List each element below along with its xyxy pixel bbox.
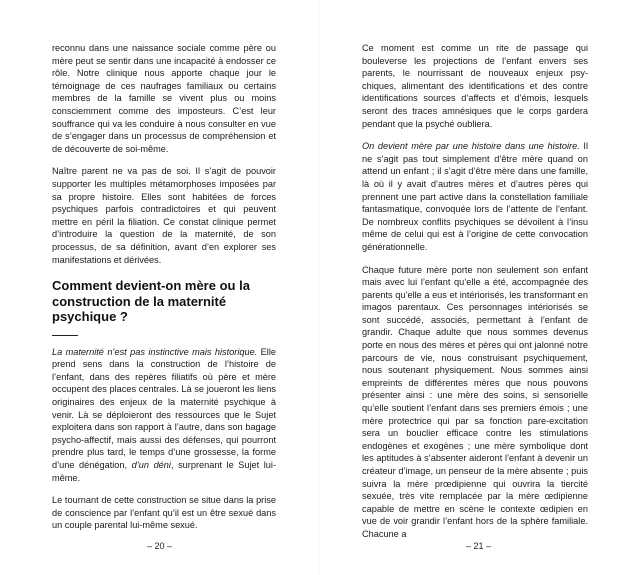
section-paragraph-2: Le tournant de cette construction se situe dans la prise de conscience par l’enfant qu’il est un être sexué dans un couple parental lui-même sexué. bbox=[52, 495, 276, 531]
paragraph-5: Chaque future mère porte non seulement son enfant mais avec lui l’enfant qu’elle a été, accompagnée des parents qu’elle a eus et intériorisés, les transformant en imagos parentaux. Ces personnages intériorisés se sont succédé, associés, permettant à l’enfant de grandir. Chaque adulte que nous sommes devenus porte en nous des mères et pères qui ont jalonné notre parcours de vie, nous construisant psychiquement, nous soutenant physiquement. Nous sommes ainsi empreints de différentes mères que nous pouvons présenter ainsi : une mère des soins, si sensorielle qu’elle soutient l’enfant dans ses premiers émois ; une mère protectrice qui par sa fonction pare-excitation sera un bouclier efficace contre les stimulations endogènes et exogènes ; une mère symbolique dont les aptitudes à s’absenter aideront l’enfant à devenir un créateur d’image, un penseur de la mère absente ; puis suivra la mère prœdipienne qui ouvrira la tiercité sexuée, très vite remplacée par la mère œdipienne capable de mettre en scène le contexte œdipien en vue de voir grandir l’enfant hors de la sphère familiale. Chacune a bbox=[362, 264, 588, 539]
inline-italic: d’un déni bbox=[131, 459, 171, 470]
left-text-column bbox=[52, 42, 276, 542]
section-paragraph-1-text-b: , surprenant le Sujet lui-même. bbox=[52, 459, 277, 483]
paragraph-1: reconnu dans une naissance sociale comme père ou mère peut se sentir dans une incapacité à endosser ce rôle. Notre clinique nous apporte chaque jour le témoignage de ces naufrages familiaux ou certains membres de la famille se vivent plus ou moins consciemment comme des imposteurs. C’est leur souffrance qui va les conduire à nous consulter en vue de s’engager dans un processus de compréhension et de découverte de soi-même. bbox=[52, 43, 276, 154]
page-number-left: – 20 – bbox=[146, 541, 173, 551]
section-paragraph-1-text-a: Elle prend sens dans la construction de l’histoire de l’enfant, dans des repères filiatifs où père et mère occupent des places centrales. Là se joueront les liens originaires des enjeux de la maternité psychique à venir. Là se déploieront des ressources que le Sujet exploitera dans son rapport à l’autre, dans son bagage psycho-affectif, mais aussi des défenses, qui pourront prendre plus tard, le temps d’une grossesse, la forme d’une dénégation, bbox=[52, 346, 277, 470]
paragraph-4 bbox=[362, 140, 588, 253]
page-number-right: – 21 – bbox=[465, 541, 492, 551]
right-page bbox=[319, 0, 638, 575]
section-paragraph-1 bbox=[52, 346, 276, 485]
section-heading: Comment devient-on mère ou la construction de la maternité psychique ? bbox=[52, 278, 250, 325]
heading-rule bbox=[52, 335, 78, 336]
paragraph-3: Ce moment est comme un rite de passage qui bouleverse les projections de l’enfant envers ses parents, le nourrissant de nouveaux enjeux psychiques, alimentant des identifications et des contre identifications sources d’affects et d’émois, lesquels seront des traces amnésiques que le corps gardera pendant que la psyché oubliera. bbox=[362, 43, 588, 129]
paragraph-4-text: Il ne s’agit pas tout simplement d’être mère quand on attend un enfant ; il s’agit d’être mère dans une famille, là où il y avait d’autres mères et d’autres pères qui prennent une part active dans la constellation familiale fantasmatique, convoquée lors de l’attente de l’enfant. De nombreux conflits psychiques se dévoilent à l’insu même de celui qui est à l’origine de cette convocation générationnelle. bbox=[362, 141, 588, 252]
paragraph-2: Naître parent ne va pas de soi. Il s’agit de pouvoir supporter les multiples métamorphoses imposées par sa propre histoire. Elles sont habitées de forces psychiques parfois contradictoires et qui peuvent mettre en péril la filiation. Ce constat clinique permet d’introduire la question de la maternité, de son processus, de sa définition, avant d’en explorer ses manifestations et dérivées. bbox=[52, 166, 276, 265]
lead-italic-2: On devient mère par une histoire dans une histoire. bbox=[362, 141, 580, 152]
right-text-column bbox=[362, 42, 588, 551]
lead-italic: La maternité n’est pas instinctive mais historique. bbox=[52, 346, 258, 357]
